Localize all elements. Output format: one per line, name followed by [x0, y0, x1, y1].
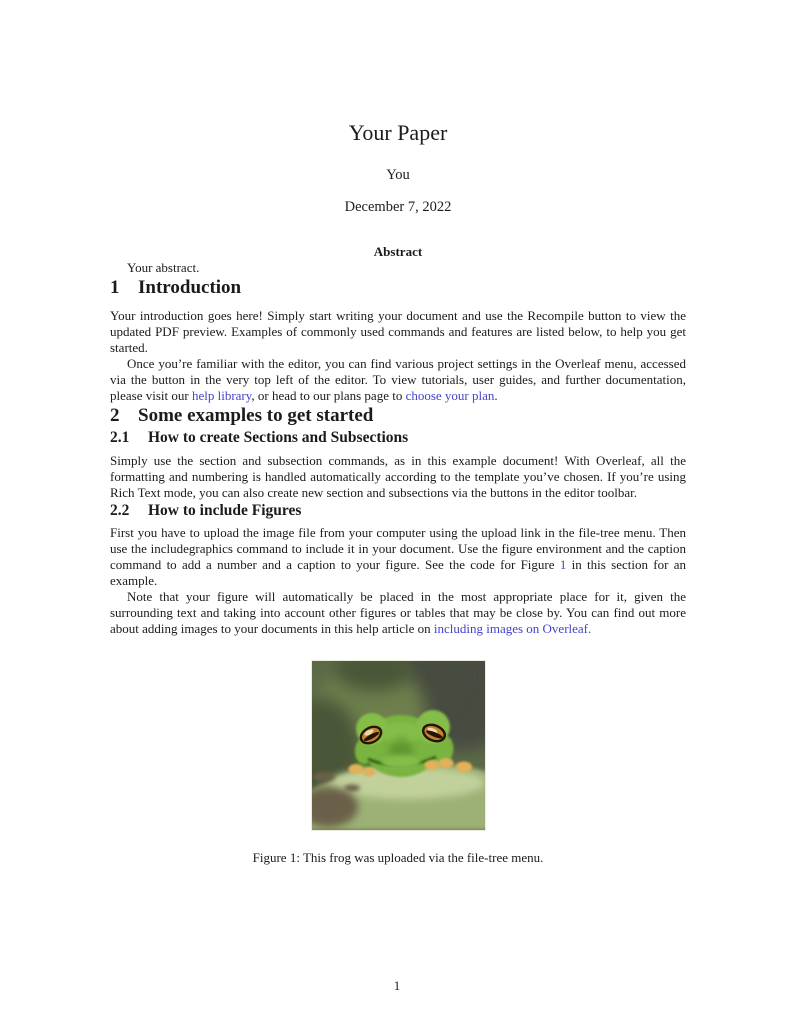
subsection-title: How to create Sections and Subsections	[148, 429, 409, 446]
frog-photo	[312, 661, 485, 830]
figures-paragraph-2	[110, 589, 686, 637]
figure-1	[110, 660, 686, 866]
text-link[interactable]: 1	[559, 557, 567, 572]
text-link[interactable]: including images on Overleaf.	[433, 621, 592, 636]
intro-paragraph-2	[110, 356, 686, 404]
abstract	[110, 244, 686, 276]
abstract-heading: Abstract	[373, 244, 423, 259]
subsection-title: How to include Figures	[148, 502, 302, 519]
figure-caption: Figure 1: This frog was uploaded via the file-tree menu.	[252, 850, 544, 865]
page-number: 1	[393, 978, 401, 993]
figure-frame	[311, 660, 486, 831]
abstract-text: Your abstract.	[127, 260, 200, 275]
intro-paragraph-1: Your introduction goes here! Simply start writing your document and use the Recompile button to view the updated PDF preview. Examples of commonly used commands and features are listed below, to help you get started.	[110, 308, 686, 355]
text-segment: First you have to upload the image file from your computer using the upload link in the file-tree menu. Then use the includegraphics command to include it in your document. Use the figure environment and the caption command to add a number and a caption to your figure. See the code for Figure	[110, 525, 686, 572]
subsection-figures-heading	[110, 501, 686, 520]
paper-title: Your Paper	[348, 120, 448, 145]
subsection-number: 2.2	[110, 502, 130, 519]
text-segment: Note that your figure will automatically be placed in the most appropriate place for it, given the surrounding text and taking into account other figures or tables that may be close by. You can find out more about adding images to your documents in this help article on	[110, 589, 686, 636]
figures-paragraph-1	[110, 525, 686, 589]
subsection-number: 2.1	[110, 429, 130, 446]
title-block	[110, 0, 686, 216]
paper-author: You	[386, 167, 410, 183]
subsection-sections-heading	[110, 428, 686, 447]
section-title: Introduction	[138, 277, 242, 298]
document-body	[110, 0, 686, 866]
text-link[interactable]: choose your plan	[405, 388, 495, 403]
paper-date: December 7, 2022	[344, 199, 452, 215]
text-segment: in this section for an example.	[110, 557, 686, 588]
text-link[interactable]: help library	[191, 388, 252, 403]
text-segment: Once you’re familiar with the editor, you can find various project settings in the Overleaf menu, accessed via the button in the very top left of the editor. To view tutorials, user guides, and further documentation, please visit our	[110, 356, 686, 403]
text-segment: .	[494, 388, 498, 403]
section-examples-heading	[110, 404, 686, 428]
subsection-sections-paragraph: Simply use the section and subsection commands, as in this example document! With Overleaf, all the formatting and numbering is handled automatically according to the template you’ve chosen. If you’re using Rich Text mode, you can also create new section and subsections via the buttons in the editor toolbar.	[110, 453, 686, 500]
section-number: 2	[110, 405, 120, 426]
section-title: Some examples to get started	[138, 405, 374, 426]
section-number: 1	[110, 277, 120, 298]
text-segment: , or head to our plans page to	[251, 388, 406, 403]
section-introduction-heading	[110, 276, 686, 300]
